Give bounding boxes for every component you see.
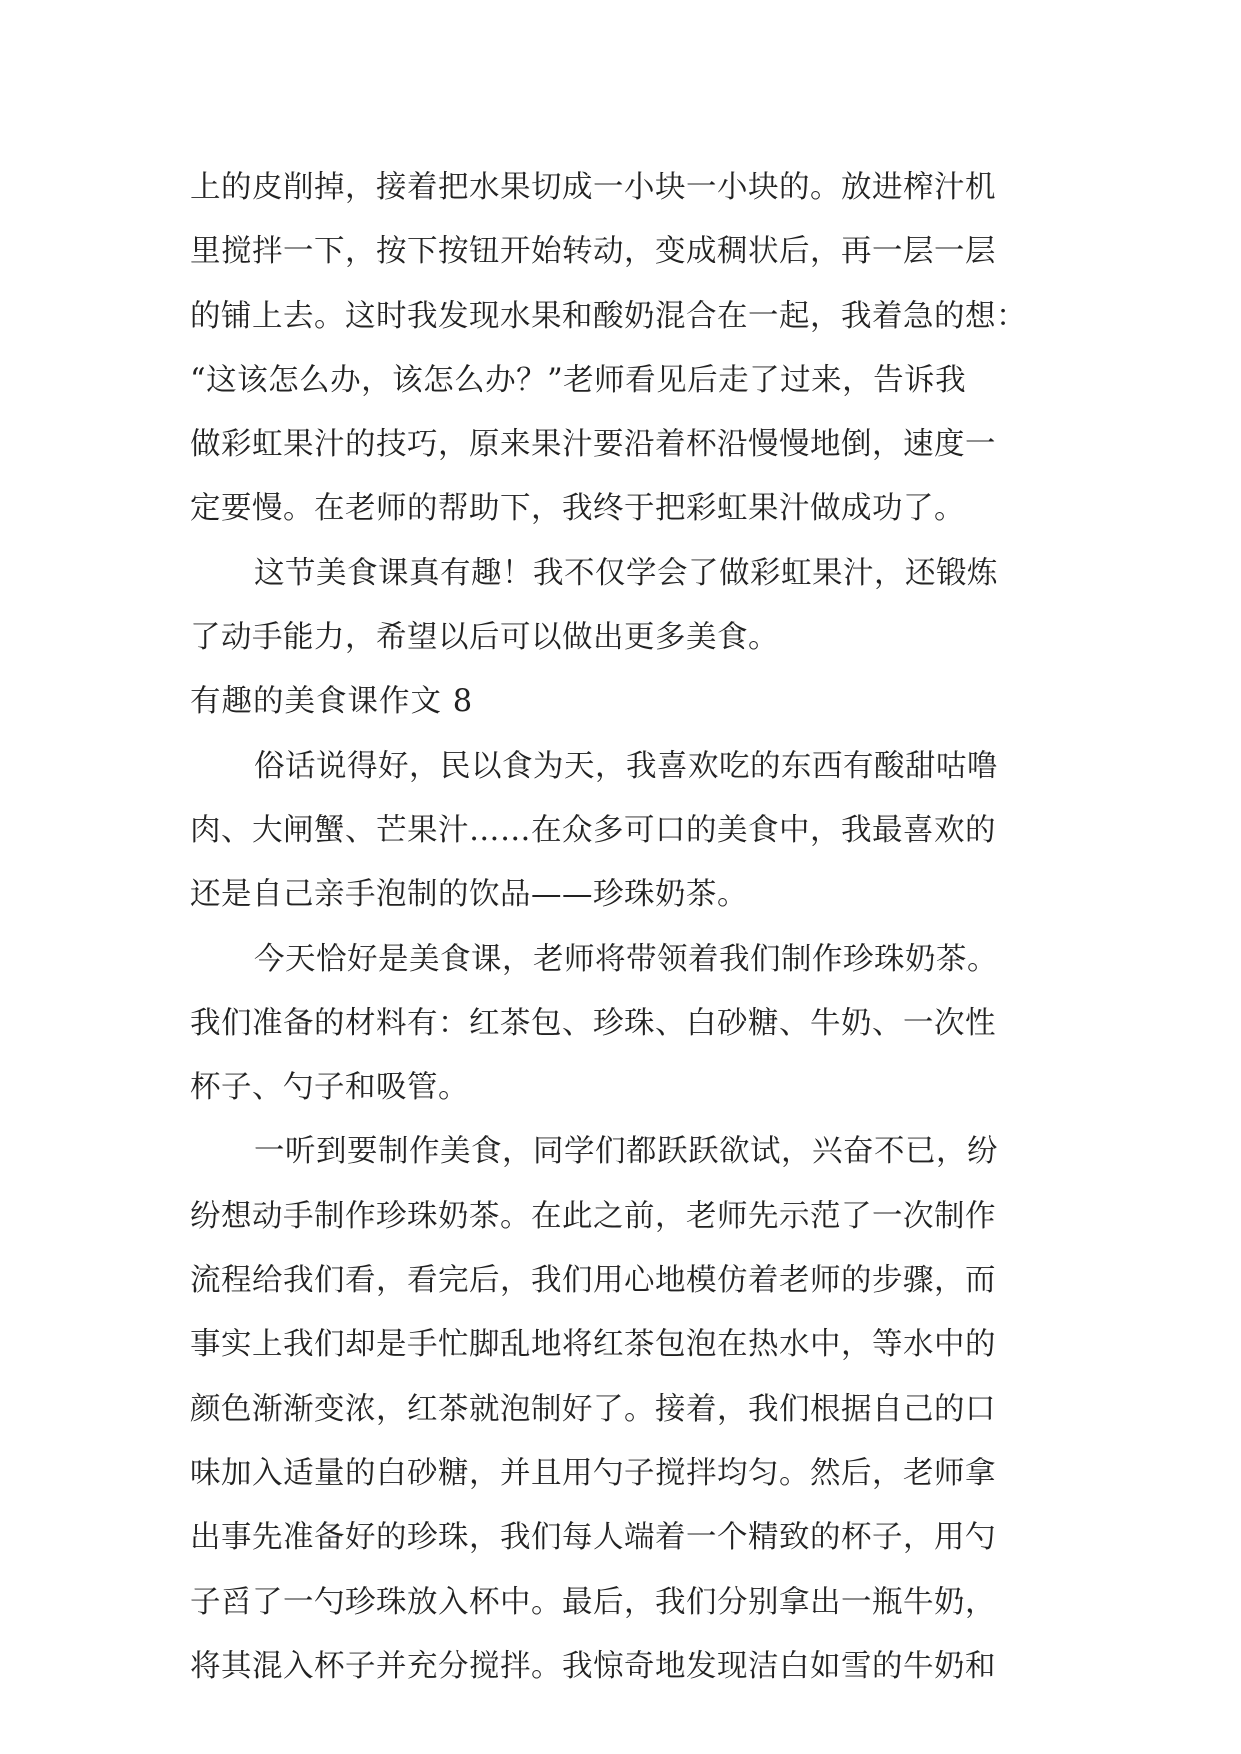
text-line: 将其混入杯子并充分搅拌。我惊奇地发现洁白如雪的牛奶和	[190, 1648, 996, 1684]
text-line: 了动手能力，希望以后可以做出更多美食。	[190, 620, 779, 656]
text-line: 做彩虹果汁的技巧，原来果汁要沿着杯沿慢慢地倒，速度一	[190, 427, 996, 463]
text-line: 定要慢。在老师的帮助下，我终于把彩虹果汁做成功了。	[190, 491, 965, 527]
text-line: 颜色渐渐变浓，红茶就泡制好了。接着，我们根据自己的口	[190, 1391, 996, 1427]
text-line: 的铺上去。这时我发现水果和酸奶混合在一起，我着急的想：	[190, 298, 1027, 334]
text-line: 我们准备的材料有：红茶包、珍珠、白砂糖、牛奶、一次性	[190, 1005, 996, 1041]
paragraph-first-line: 一听到要制作美食，同学们都跃跃欲试，兴奋不已，纷	[254, 1134, 998, 1170]
essay-heading: 有趣的美食课作文 8	[190, 684, 474, 720]
paragraph-first-line: 今天恰好是美食课，老师将带领着我们制作珍珠奶茶。	[254, 941, 998, 977]
text-line: 还是自己亲手泡制的饮品——珍珠奶茶。	[190, 877, 748, 913]
text-line: 出事先准备好的珍珠，我们每人端着一个精致的杯子，用勺	[190, 1520, 996, 1556]
text-line: 上的皮削掉，接着把水果切成一小块一小块的。放进榨汁机	[190, 170, 996, 205]
text-line: 子舀了一勺珍珠放入杯中。最后，我们分别拿出一瓶牛奶，	[190, 1584, 996, 1620]
text-line: 肉、大闸蟹、芒果汁……在众多可口的美食中，我最喜欢的	[190, 812, 996, 848]
paragraph-first-line: 这节美食课真有趣！我不仅学会了做彩虹果汁，还锻炼	[254, 555, 998, 591]
text-line: 杯子、勺子和吸管。	[190, 1070, 469, 1106]
text-line: 流程给我们看，看完后，我们用心地模仿着老师的步骤，而	[190, 1263, 996, 1299]
paragraph-first-line: 俗话说得好，民以食为天，我喜欢吃的东西有酸甜咕噜	[254, 748, 998, 784]
document-page	[190, 156, 1050, 1699]
text-line: 里搅拌一下，按下按钮开始转动，变成稠状后，再一层一层	[190, 234, 996, 270]
text-line: 纷想动手制作珍珠奶茶。在此之前，老师先示范了一次制作	[190, 1198, 996, 1234]
text-line: “这该怎么办，该怎么办？”老师看见后走了过来，告诉我	[190, 362, 967, 398]
text-line: 味加入适量的白砂糖，并且用勺子搅拌均匀。然后，老师拿	[190, 1455, 996, 1491]
text-line: 事实上我们却是手忙脚乱地将红茶包泡在热水中，等水中的	[190, 1327, 996, 1363]
